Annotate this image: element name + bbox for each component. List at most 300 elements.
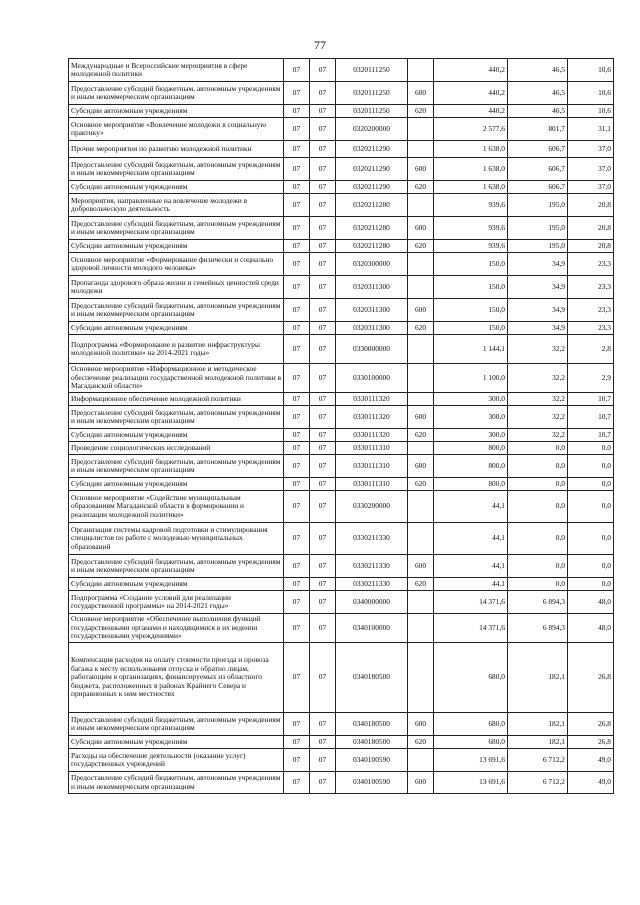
table-row (69, 299, 614, 322)
row-percent: 0,0 (568, 491, 614, 523)
row-percent: 48,0 (568, 591, 614, 614)
row-percent: 26,8 (568, 736, 614, 749)
row-name: Основное мероприятие «Формирование физически и социально здоровой личности молодого человека» (69, 253, 284, 276)
row-planned-amount: 440,2 (434, 105, 508, 118)
row-section: 07 (284, 772, 310, 794)
row-expense-type: 620 (408, 322, 434, 335)
row-target-article: 0330111310 (336, 478, 408, 491)
row-actual-amount: 606,7 (508, 158, 568, 181)
row-planned-amount: 44,1 (434, 523, 508, 555)
table-row (69, 578, 614, 591)
row-expense-type (408, 253, 434, 276)
row-name: Информационное обеспечение молодежной политики (69, 393, 284, 406)
row-name: Основное мероприятие «Содействие муниципальным образованиям Магаданской области в формировании и реализации молодежной политики» (69, 491, 284, 523)
row-section: 07 (284, 158, 310, 181)
row-expense-type: 620 (408, 105, 434, 118)
row-section: 07 (284, 240, 310, 253)
table-row (69, 118, 614, 141)
row-expense-type: 600 (408, 299, 434, 322)
table-row (69, 335, 614, 364)
row-target-article: 0340180500 (336, 736, 408, 749)
row-subsection: 07 (310, 643, 336, 713)
row-planned-amount: 150,0 (434, 276, 508, 299)
budget-table (68, 58, 614, 794)
row-name: Подпрограмма «Создание условий для реализации государственной программы» на 2014-2021 годы» (69, 591, 284, 614)
row-target-article: 0330111310 (336, 455, 408, 478)
row-name: Проведение социологических исследований (69, 442, 284, 455)
row-planned-amount: 800,0 (434, 455, 508, 478)
row-actual-amount: 34,9 (508, 276, 568, 299)
row-name: Основное мероприятие «Обеспечение выполнения функций государственными органами и находящимися в их ведении государственными учреждениями» (69, 614, 284, 643)
row-planned-amount: 939,6 (434, 217, 508, 240)
row-expense-type (408, 393, 434, 406)
row-actual-amount: 195,0 (508, 217, 568, 240)
row-name: Мероприятия, направленные на вовлечение молодежи в добровольческую деятельность (69, 194, 284, 217)
row-section: 07 (284, 523, 310, 555)
row-name: Организация системы кадровой подготовки и стимулирования специалистов по работе с молодежью муниципальных образований (69, 523, 284, 555)
row-subsection: 07 (310, 442, 336, 455)
row-target-article: 0340100590 (336, 772, 408, 794)
row-actual-amount: 0,0 (508, 455, 568, 478)
row-planned-amount: 1 144,1 (434, 335, 508, 364)
row-expense-type: 620 (408, 736, 434, 749)
table-row (69, 442, 614, 455)
row-subsection: 07 (310, 614, 336, 643)
row-section: 07 (284, 299, 310, 322)
row-section: 07 (284, 578, 310, 591)
row-subsection: 07 (310, 578, 336, 591)
table-row (69, 591, 614, 614)
row-section: 07 (284, 736, 310, 749)
row-expense-type: 620 (408, 181, 434, 194)
row-name: Предоставление субсидий бюджетным, автономным учреждениям и иным некоммерческим организациям (69, 455, 284, 478)
row-planned-amount: 14 371,6 (434, 591, 508, 614)
row-expense-type: 620 (408, 578, 434, 591)
row-target-article: 0320211280 (336, 194, 408, 217)
row-subsection: 07 (310, 736, 336, 749)
table-row (69, 253, 614, 276)
row-section: 07 (284, 82, 310, 105)
table-row (69, 276, 614, 299)
row-target-article: 0320111250 (336, 82, 408, 105)
row-percent: 20,8 (568, 240, 614, 253)
row-target-article: 0330200000 (336, 491, 408, 523)
row-percent: 23,3 (568, 299, 614, 322)
table-row (69, 406, 614, 429)
row-percent: 10,6 (568, 59, 614, 82)
row-name: Международные и Всероссийские мероприятия в сфере молодежной политики (69, 59, 284, 82)
table-row (69, 736, 614, 749)
table-row (69, 364, 614, 393)
row-section: 07 (284, 335, 310, 364)
row-expense-type (408, 643, 434, 713)
row-percent: 37,0 (568, 141, 614, 158)
row-subsection: 07 (310, 591, 336, 614)
row-subsection: 07 (310, 772, 336, 794)
row-actual-amount: 0,0 (508, 523, 568, 555)
row-expense-type: 620 (408, 429, 434, 442)
row-planned-amount: 300,0 (434, 393, 508, 406)
row-actual-amount: 46,5 (508, 59, 568, 82)
row-target-article: 0330211330 (336, 555, 408, 578)
table-row (69, 555, 614, 578)
row-subsection: 07 (310, 217, 336, 240)
row-name: Пропаганда здорового образа жизни и семейных ценностей среди молодежи (69, 276, 284, 299)
row-target-article: 0320211280 (336, 240, 408, 253)
row-percent: 0,0 (568, 478, 614, 491)
row-target-article: 0340180500 (336, 643, 408, 713)
row-target-article: 0320200000 (336, 118, 408, 141)
row-actual-amount: 0,0 (508, 578, 568, 591)
row-expense-type (408, 591, 434, 614)
row-expense-type: 600 (408, 406, 434, 429)
row-target-article: 0330000000 (336, 335, 408, 364)
row-percent: 2,8 (568, 335, 614, 364)
row-expense-type: 620 (408, 240, 434, 253)
table-row (69, 158, 614, 181)
row-name: Предоставление субсидий бюджетным, автономным учреждениям и иным некоммерческим организациям (69, 713, 284, 736)
row-subsection: 07 (310, 523, 336, 555)
row-expense-type (408, 141, 434, 158)
row-expense-type (408, 59, 434, 82)
row-name: Предоставление субсидий бюджетным, автономным учреждениям и иным некоммерческим организациям (69, 406, 284, 429)
row-target-article: 0320300000 (336, 253, 408, 276)
row-section: 07 (284, 194, 310, 217)
row-actual-amount: 182,1 (508, 713, 568, 736)
row-subsection: 07 (310, 455, 336, 478)
row-section: 07 (284, 181, 310, 194)
row-target-article: 0320211290 (336, 158, 408, 181)
table-row (69, 643, 614, 713)
row-planned-amount: 150,0 (434, 322, 508, 335)
row-expense-type (408, 523, 434, 555)
row-planned-amount: 150,0 (434, 299, 508, 322)
table-row (69, 478, 614, 491)
row-section: 07 (284, 118, 310, 141)
row-actual-amount: 32,2 (508, 429, 568, 442)
table-row (69, 240, 614, 253)
row-name: Субсидии автономным учреждениям (69, 478, 284, 491)
row-percent: 10,7 (568, 429, 614, 442)
row-actual-amount: 32,2 (508, 406, 568, 429)
row-expense-type (408, 118, 434, 141)
row-target-article: 0320111250 (336, 105, 408, 118)
row-section: 07 (284, 217, 310, 240)
row-expense-type: 600 (408, 217, 434, 240)
row-percent: 23,3 (568, 253, 614, 276)
row-actual-amount: 34,9 (508, 322, 568, 335)
table-row (69, 194, 614, 217)
table-row (69, 713, 614, 736)
table-row (69, 749, 614, 772)
row-actual-amount: 606,7 (508, 141, 568, 158)
table-row (69, 393, 614, 406)
row-expense-type (408, 442, 434, 455)
row-actual-amount: 34,9 (508, 299, 568, 322)
row-target-article: 0320211280 (336, 217, 408, 240)
row-name: Субсидии автономным учреждениям (69, 105, 284, 118)
row-planned-amount: 300,0 (434, 406, 508, 429)
row-section: 07 (284, 713, 310, 736)
row-expense-type: 600 (408, 82, 434, 105)
page-number: 77 (314, 38, 326, 52)
row-expense-type (408, 276, 434, 299)
row-section: 07 (284, 141, 310, 158)
row-actual-amount: 32,2 (508, 393, 568, 406)
row-subsection: 07 (310, 105, 336, 118)
row-planned-amount: 800,0 (434, 478, 508, 491)
row-target-article: 0330111320 (336, 429, 408, 442)
row-section: 07 (284, 555, 310, 578)
row-section: 07 (284, 455, 310, 478)
row-subsection: 07 (310, 406, 336, 429)
row-section: 07 (284, 614, 310, 643)
row-actual-amount: 801,7 (508, 118, 568, 141)
row-percent: 37,0 (568, 181, 614, 194)
row-planned-amount: 13 691,6 (434, 749, 508, 772)
row-target-article: 0330111320 (336, 393, 408, 406)
row-target-article: 0320311300 (336, 322, 408, 335)
table-row (69, 59, 614, 82)
row-expense-type: 600 (408, 455, 434, 478)
row-actual-amount: 0,0 (508, 442, 568, 455)
row-expense-type: 620 (408, 478, 434, 491)
row-name: Субсидии автономным учреждениям (69, 181, 284, 194)
row-actual-amount: 46,5 (508, 105, 568, 118)
row-name: Предоставление субсидий бюджетным, автономным учреждениям и иным некоммерческим организациям (69, 217, 284, 240)
row-subsection: 07 (310, 555, 336, 578)
row-percent: 0,0 (568, 555, 614, 578)
row-percent: 0,0 (568, 442, 614, 455)
row-expense-type: 600 (408, 555, 434, 578)
row-subsection: 07 (310, 118, 336, 141)
row-name: Субсидии автономным учреждениям (69, 578, 284, 591)
row-subsection: 07 (310, 749, 336, 772)
row-percent: 31,1 (568, 118, 614, 141)
row-expense-type (408, 335, 434, 364)
row-subsection: 07 (310, 253, 336, 276)
row-actual-amount: 34,9 (508, 253, 568, 276)
row-section: 07 (284, 253, 310, 276)
row-name: Компенсация расходов на оплату стоимости проезда и провоза багажа к месту использования отпуска и обратно лицам, работающим в организациях, финансируемых из областного бюджета, расположенных в районах Крайнего Севера и приравненных к ним местностях (69, 643, 284, 713)
row-planned-amount: 44,1 (434, 578, 508, 591)
row-expense-type (408, 749, 434, 772)
table-row (69, 217, 614, 240)
row-subsection: 07 (310, 491, 336, 523)
row-percent: 48,0 (568, 614, 614, 643)
row-subsection: 07 (310, 364, 336, 393)
row-expense-type (408, 364, 434, 393)
row-section: 07 (284, 429, 310, 442)
row-planned-amount: 800,0 (434, 442, 508, 455)
row-target-article: 0320311300 (336, 276, 408, 299)
row-section: 07 (284, 322, 310, 335)
row-section: 07 (284, 491, 310, 523)
row-section: 07 (284, 643, 310, 713)
table-row (69, 429, 614, 442)
row-expense-type: 600 (408, 772, 434, 794)
row-percent: 2,9 (568, 364, 614, 393)
row-actual-amount: 6 712,2 (508, 772, 568, 794)
table-row (69, 322, 614, 335)
row-planned-amount: 939,6 (434, 240, 508, 253)
row-actual-amount: 606,7 (508, 181, 568, 194)
row-section: 07 (284, 276, 310, 299)
row-subsection: 07 (310, 393, 336, 406)
row-expense-type (408, 194, 434, 217)
row-expense-type: 600 (408, 158, 434, 181)
row-target-article: 0320211290 (336, 141, 408, 158)
table-row (69, 523, 614, 555)
row-subsection: 07 (310, 59, 336, 82)
row-subsection: 07 (310, 240, 336, 253)
row-percent: 20,8 (568, 217, 614, 240)
row-percent: 23,3 (568, 276, 614, 299)
row-planned-amount: 44,1 (434, 491, 508, 523)
row-planned-amount: 440,2 (434, 82, 508, 105)
row-planned-amount: 13 691,6 (434, 772, 508, 794)
row-section: 07 (284, 364, 310, 393)
row-name: Подпрограмма «Формирование и развитие инфраструктуры молодежной политики» на 2014-2021 годы» (69, 335, 284, 364)
row-subsection: 07 (310, 478, 336, 491)
row-actual-amount: 6 894,3 (508, 591, 568, 614)
row-planned-amount: 1 638,0 (434, 141, 508, 158)
row-subsection: 07 (310, 82, 336, 105)
row-section: 07 (284, 442, 310, 455)
row-name: Прочие мероприятия по развитию молодежной политики (69, 141, 284, 158)
row-target-article: 0330211330 (336, 523, 408, 555)
row-planned-amount: 1 638,0 (434, 181, 508, 194)
row-expense-type: 600 (408, 713, 434, 736)
row-expense-type (408, 614, 434, 643)
row-name: Предоставление субсидий бюджетным, автономным учреждениям и иным некоммерческим организациям (69, 772, 284, 794)
table-row (69, 614, 614, 643)
row-target-article: 0320211290 (336, 181, 408, 194)
row-section: 07 (284, 105, 310, 118)
row-percent: 26,8 (568, 713, 614, 736)
row-subsection: 07 (310, 713, 336, 736)
row-actual-amount: 0,0 (508, 478, 568, 491)
row-actual-amount: 182,1 (508, 643, 568, 713)
row-planned-amount: 939,6 (434, 194, 508, 217)
row-planned-amount: 44,1 (434, 555, 508, 578)
row-name: Основное мероприятие «Вовлечение молодежи в социальную практику» (69, 118, 284, 141)
row-name: Субсидии автономным учреждениям (69, 240, 284, 253)
row-actual-amount: 0,0 (508, 555, 568, 578)
row-name: Предоставление субсидий бюджетным, автономным учреждениям и иным некоммерческим организациям (69, 299, 284, 322)
row-subsection: 07 (310, 429, 336, 442)
row-name: Расходы на обеспечение деятельности (оказание услуг) государственных учреждений (69, 749, 284, 772)
row-target-article: 0330100000 (336, 364, 408, 393)
row-expense-type (408, 491, 434, 523)
row-percent: 23,3 (568, 322, 614, 335)
row-actual-amount: 32,2 (508, 364, 568, 393)
row-subsection: 07 (310, 276, 336, 299)
row-planned-amount: 680,0 (434, 736, 508, 749)
row-planned-amount: 440,2 (434, 59, 508, 82)
row-name: Основное мероприятие «Информационное и методическое обеспечение реализации государственной молодежной политики в Магаданской области» (69, 364, 284, 393)
row-name: Субсидии автономным учреждениям (69, 736, 284, 749)
row-actual-amount: 195,0 (508, 240, 568, 253)
row-target-article: 0340180500 (336, 713, 408, 736)
row-percent: 10,7 (568, 393, 614, 406)
row-planned-amount: 14 371,6 (434, 614, 508, 643)
row-actual-amount: 0,0 (508, 491, 568, 523)
row-percent: 0,0 (568, 578, 614, 591)
table-row (69, 181, 614, 194)
row-percent: 0,0 (568, 455, 614, 478)
row-subsection: 07 (310, 194, 336, 217)
row-percent: 10,6 (568, 82, 614, 105)
row-percent: 0,0 (568, 523, 614, 555)
row-planned-amount: 1 638,0 (434, 158, 508, 181)
table-row (69, 105, 614, 118)
row-target-article: 0330111320 (336, 406, 408, 429)
table-row (69, 772, 614, 794)
row-name: Предоставление субсидий бюджетным, автономным учреждениям и иным некоммерческим организациям (69, 555, 284, 578)
row-actual-amount: 195,0 (508, 194, 568, 217)
row-subsection: 07 (310, 322, 336, 335)
row-target-article: 0320111250 (336, 59, 408, 82)
row-section: 07 (284, 478, 310, 491)
row-section: 07 (284, 591, 310, 614)
row-target-article: 0320311300 (336, 299, 408, 322)
row-actual-amount: 6 712,2 (508, 749, 568, 772)
row-target-article: 0340100590 (336, 749, 408, 772)
row-percent: 10,7 (568, 406, 614, 429)
row-section: 07 (284, 393, 310, 406)
row-planned-amount: 1 100,0 (434, 364, 508, 393)
row-planned-amount: 680,0 (434, 713, 508, 736)
row-planned-amount: 300,0 (434, 429, 508, 442)
row-percent: 49,0 (568, 749, 614, 772)
budget-table-body (69, 59, 614, 794)
row-planned-amount: 2 577,6 (434, 118, 508, 141)
row-target-article: 0330211330 (336, 578, 408, 591)
row-planned-amount: 150,0 (434, 253, 508, 276)
row-actual-amount: 182,1 (508, 736, 568, 749)
row-actual-amount: 6 894,3 (508, 614, 568, 643)
row-percent: 37,0 (568, 158, 614, 181)
row-name: Предоставление субсидий бюджетным, автономным учреждениям и иным некоммерческим организациям (69, 82, 284, 105)
row-subsection: 07 (310, 158, 336, 181)
row-name: Субсидии автономным учреждениям (69, 322, 284, 335)
row-percent: 26,8 (568, 643, 614, 713)
row-subsection: 07 (310, 335, 336, 364)
row-target-article: 0340000000 (336, 591, 408, 614)
row-name: Предоставление субсидий бюджетным, автономным учреждениям и иным некоммерческим организациям (69, 158, 284, 181)
row-section: 07 (284, 59, 310, 82)
table-row (69, 141, 614, 158)
row-subsection: 07 (310, 181, 336, 194)
row-percent: 49,0 (568, 772, 614, 794)
table-row (69, 491, 614, 523)
row-section: 07 (284, 749, 310, 772)
table-row (69, 455, 614, 478)
row-percent: 10,6 (568, 105, 614, 118)
row-subsection: 07 (310, 299, 336, 322)
row-target-article: 0330111310 (336, 442, 408, 455)
row-target-article: 0340100000 (336, 614, 408, 643)
row-section: 07 (284, 406, 310, 429)
row-actual-amount: 32,2 (508, 335, 568, 364)
row-percent: 20,8 (568, 194, 614, 217)
row-subsection: 07 (310, 141, 336, 158)
table-row (69, 82, 614, 105)
row-actual-amount: 46,5 (508, 82, 568, 105)
row-planned-amount: 680,0 (434, 643, 508, 713)
row-name: Субсидии автономным учреждениям (69, 429, 284, 442)
